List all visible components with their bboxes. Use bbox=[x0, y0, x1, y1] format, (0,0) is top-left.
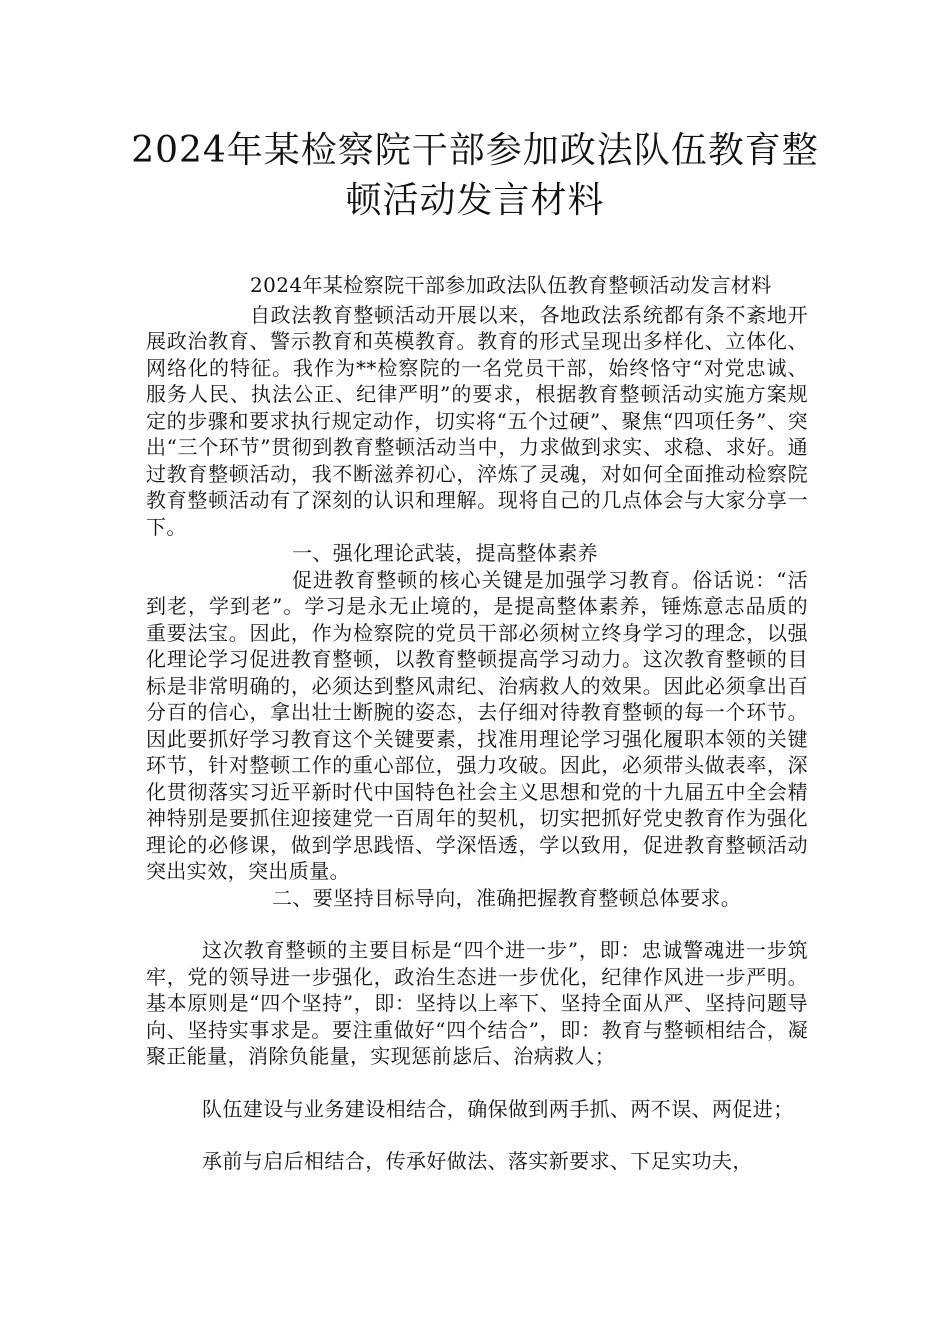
section-2-paragraph: 这次教育整顿的主要目标是“四个进一步”，即：忠诚警魂进一步筑牢，党的领导进一步强化，政治生态进一步优化，纪律作风进一步严明。基本原则是“四个坚持”，即：坚持以上率下、坚持全面从严、坚持问题导向、坚持实事求是。要注重做好“四个结合”，即：教育与整顿相结合，凝聚正能量，消除负能量，实现惩前毖后、治病救人； bbox=[146, 938, 808, 1068]
section-2-paragraph-3: 承前与启后相结合，传承好做法、落实新要求、下足实功夫， bbox=[202, 1149, 753, 1173]
title-line-2: 顿活动发言材料 bbox=[345, 180, 605, 221]
document-title bbox=[120, 126, 830, 226]
repeated-title-paragraph: 2024年某检察院干部参加政法队伍教育整顿活动发言材料 bbox=[250, 273, 772, 297]
title-line-1: 2024年某检察院干部参加政法队伍教育整 bbox=[131, 130, 819, 171]
intro-paragraph: 自政法教育整顿活动开展以来，各地政法系统都有条不紊地开展政治教育、警示教育和英模教育。教育的形式呈现出多样化、立体化、网络化的特征。我作为**检察院的一名党员干部，始终恪守“对党忠诚、服务人民、执法公正、纪律严明”的要求，根据教育整顿活动实施方案规定的步骤和要求执行规定动作，切实将“五个过硬”、聚焦“四项任务”、突出“三个环节”贯彻到教育整顿活动当中，力求做到求实、求稳、求好。通过教育整顿活动，我不断滋养初心，淬炼了灵魂，对如何全面推动检察院教育整顿活动有了深刻的认识和理解。现将自己的几点体会与大家分享一下。 bbox=[146, 302, 808, 539]
section-1-paragraph: 促进教育整顿的核心关键是加强学习教育。俗话说：“活到老，学到老”。学习是永无止境的，是提高整体素养，锤炼意志品质的重要法宝。因此，作为检察院的党员干部必须树立终身学习的理念，以强化理论学习促进教育整顿，以教育整顿提高学习动力。这次教育整顿的目标是非常明确的，必须达到整风肃纪、治病救人的效果。因此必须拿出百分百的信心，拿出壮士断腕的姿态，去仔细对待教育整顿的每一个环节。因此要抓好学习教育这个关键要素，找准用理论学习强化履职本领的关键环节，针对整顿工作的重心部位，强力攻破。因此，必须带头做表率，深化贯彻落实习近平新时代中国特色社会主义思想和党的十九届五中全会精神特别是要抓住迎接建党一百周年的契机，切实把抓好党史教育作为强化理论的必修课，做到学思践悟、学深悟透，学以致用，促进教育整顿活动突出实效，突出质量。 bbox=[146, 567, 808, 883]
section-2-paragraph-2: 队伍建设与业务建设相结合，确保做到两手抓、两不误、两促进； bbox=[202, 1096, 794, 1121]
document-body bbox=[146, 272, 808, 1175]
section-heading-2: 二、要坚持目标导向，准确把握教育整顿总体要求。 bbox=[272, 885, 742, 910]
section-heading-1: 一、强化理论武装，提高整体素养 bbox=[292, 541, 598, 565]
